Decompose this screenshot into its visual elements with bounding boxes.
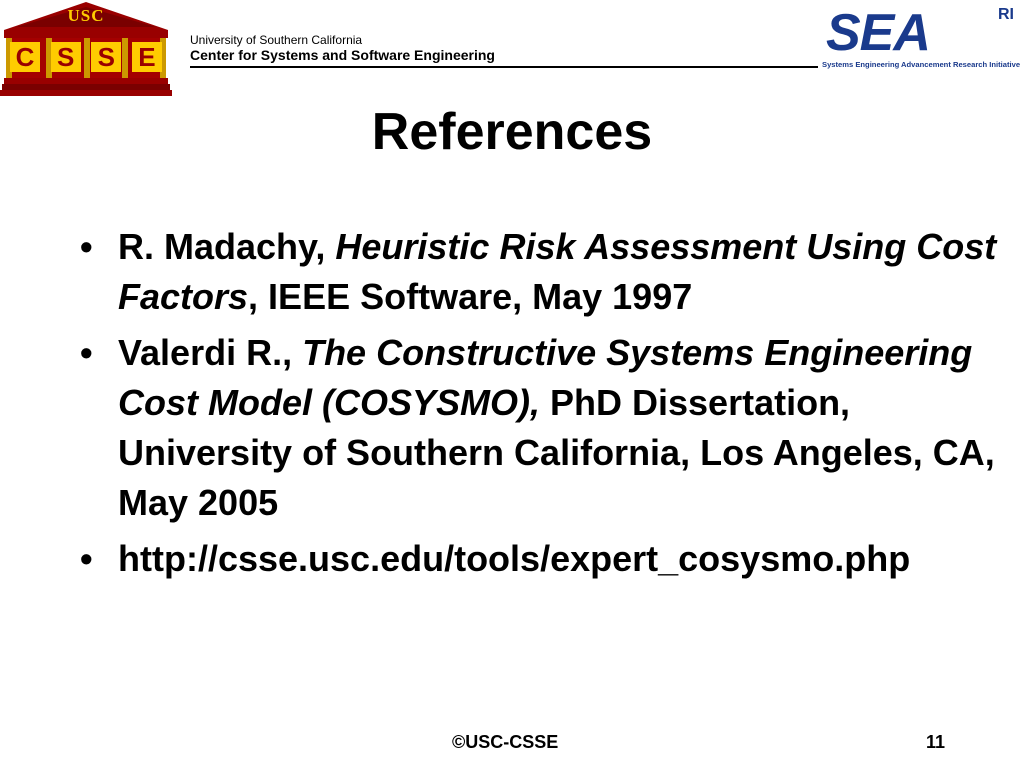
csse-logo-letters: [10, 42, 162, 72]
sea-wordmark: SEA: [826, 4, 930, 62]
university-name: University of Southern California: [190, 33, 363, 47]
usc-logo-text: USC: [67, 6, 105, 25]
reference-author: Valerdi R.,: [118, 332, 303, 373]
csse-letter: C: [10, 42, 40, 72]
reference-item: [72, 328, 1012, 528]
reference-url[interactable]: http://csse.usc.edu/tools/expert_cosysmo.php: [118, 538, 911, 579]
reference-source: , IEEE Software, May 1997: [248, 276, 693, 317]
reference-title: The Constructive Systems Engineering Cost Model (COSYSMO),: [118, 332, 973, 423]
csse-letter: S: [51, 42, 81, 72]
reference-title: Heuristic Risk Assessment Using Cost Factors: [118, 226, 997, 317]
sea-ri-superscript: RI: [998, 6, 1014, 23]
csse-letter: S: [91, 42, 121, 72]
reference-item: [72, 222, 1012, 322]
reference-author: R. Madachy,: [118, 226, 336, 267]
reference-source: PhD Dissertation, University of Southern California, Los Angeles, CA, May 2005: [118, 382, 995, 523]
csse-letter: E: [132, 42, 162, 72]
reference-list: [72, 222, 1012, 590]
usc-csse-logo: [0, 0, 172, 98]
center-name: Center for Systems and Software Engineering: [190, 47, 495, 63]
reference-item: [72, 534, 1012, 584]
bullet: •: [80, 332, 93, 373]
page-number: 11: [926, 732, 946, 752]
slide-title: References: [371, 103, 653, 161]
bullet: •: [80, 538, 93, 579]
organization-header: [190, 33, 818, 68]
sea-ri-logo: [822, 4, 1021, 74]
bullet: •: [80, 226, 93, 267]
footer-copyright: ©USC-CSSE: [452, 732, 559, 752]
header-divider: [190, 66, 818, 68]
sea-logo-subtitle: Systems Engineering Advancement Research Initiative: [822, 60, 1021, 69]
